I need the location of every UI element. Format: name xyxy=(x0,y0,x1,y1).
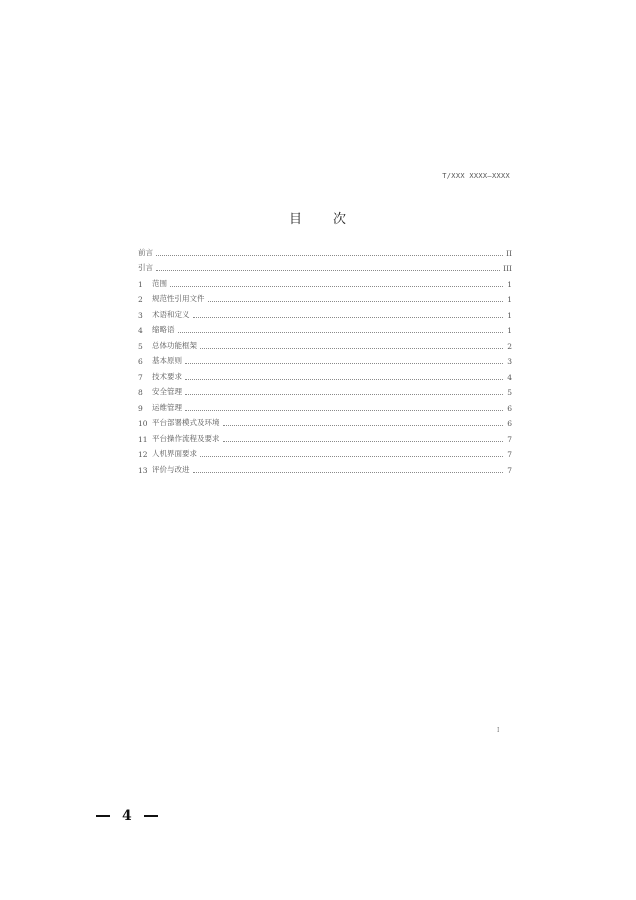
toc-list xyxy=(138,242,512,475)
toc-entry-number: 1 xyxy=(138,279,143,289)
toc-entry-number: 9 xyxy=(138,403,143,413)
toc-entry-page: 7 xyxy=(507,465,512,475)
toc-leader-dots xyxy=(200,347,503,349)
toc-entry-11[interactable] xyxy=(138,428,512,444)
toc-entry-label: 评价与改进 xyxy=(152,464,190,474)
toc-entry-introduction[interactable] xyxy=(138,258,512,274)
toc-entry-page: II xyxy=(506,248,512,258)
toc-leader-dots xyxy=(208,300,504,302)
toc-entry-label: 人机界面要求 xyxy=(152,449,197,458)
toc-entry-label: 术语和定义 xyxy=(152,309,190,319)
toc-entry-label: 基本原则 xyxy=(152,356,182,365)
toc-entry-label: 技术要求 xyxy=(152,371,182,381)
toc-entry-page: 7 xyxy=(507,450,512,459)
toc-entry-number: 5 xyxy=(138,341,143,351)
toc-entry-2[interactable] xyxy=(138,289,512,305)
toc-entry-label: 运维管理 xyxy=(152,402,182,412)
toc-leader-dots xyxy=(156,269,500,271)
toc-entry-page: 1 xyxy=(507,279,512,289)
toc-entry-foreword[interactable] xyxy=(138,242,512,258)
toc-entry-label: 范围 xyxy=(152,278,167,288)
toc-entry-number: 3 xyxy=(138,310,143,320)
toc-leader-dots xyxy=(185,362,503,364)
toc-entry-label: 前言 xyxy=(138,247,153,257)
toc-leader-dots xyxy=(185,393,503,395)
toc-entry-page: 6 xyxy=(507,403,512,413)
toc-entry-12[interactable] xyxy=(138,444,512,460)
toc-leader-dots xyxy=(193,471,504,473)
toc-leader-dots xyxy=(223,424,504,426)
toc-title-right-char: 次 xyxy=(333,212,348,227)
toc-title-left-char: 目 xyxy=(288,212,303,227)
toc-entry-page: 2 xyxy=(507,341,512,351)
toc-entry-4[interactable] xyxy=(138,320,512,336)
toc-entry-label: 平台部署模式及环境 xyxy=(152,418,220,427)
toc-title xyxy=(0,208,636,227)
toc-entry-number: 10 xyxy=(138,419,148,428)
toc-entry-label: 缩略语 xyxy=(152,325,175,334)
toc-entry-9[interactable] xyxy=(138,397,512,413)
toc-entry-number: 8 xyxy=(138,388,143,397)
toc-entry-page: 1 xyxy=(507,295,512,304)
toc-leader-dots xyxy=(170,285,503,287)
toc-entry-label: 安全管理 xyxy=(152,387,182,396)
toc-entry-label: 规范性引用文件 xyxy=(152,294,205,303)
toc-entry-page: 1 xyxy=(507,310,512,320)
toc-leader-dots xyxy=(200,455,503,457)
toc-entry-label: 平台操作流程及要求 xyxy=(152,433,220,443)
toc-entry-13[interactable] xyxy=(138,459,512,475)
toc-entry-1[interactable] xyxy=(138,273,512,289)
toc-entry-page: 7 xyxy=(507,434,512,444)
roman-page-number: I xyxy=(497,727,500,734)
toc-entry-page: 3 xyxy=(507,357,512,366)
toc-leader-dots xyxy=(178,331,504,333)
toc-entry-page: 6 xyxy=(507,419,512,428)
toc-entry-6[interactable] xyxy=(138,351,512,367)
toc-entry-label: 引言 xyxy=(138,263,153,272)
right-dash xyxy=(144,815,158,817)
toc-entry-10[interactable] xyxy=(138,413,512,429)
toc-entry-number: 6 xyxy=(138,357,143,366)
toc-entry-3[interactable] xyxy=(138,304,512,320)
toc-leader-dots xyxy=(185,409,503,411)
toc-entry-8[interactable] xyxy=(138,382,512,398)
toc-entry-number: 7 xyxy=(138,372,143,382)
toc-entry-page: 5 xyxy=(507,388,512,397)
page-number-digit: 4 xyxy=(122,808,132,824)
left-dash xyxy=(96,815,110,817)
toc-entry-number: 13 xyxy=(138,465,148,475)
toc-entry-page: 1 xyxy=(507,326,512,335)
toc-entry-number: 4 xyxy=(138,326,143,335)
toc-leader-dots xyxy=(223,440,504,442)
toc-entry-number: 2 xyxy=(138,295,143,304)
toc-entry-7[interactable] xyxy=(138,366,512,382)
page-number xyxy=(96,808,158,824)
toc-entry-label: 总体功能框架 xyxy=(152,340,197,350)
toc-leader-dots xyxy=(193,316,504,318)
document-identifier: T/XXX XXXX—XXXX xyxy=(442,172,510,180)
toc-entry-number: 11 xyxy=(138,434,148,444)
toc-leader-dots xyxy=(185,378,503,380)
toc-leader-dots xyxy=(156,254,503,256)
toc-entry-page: 4 xyxy=(507,372,512,382)
toc-entry-number: 12 xyxy=(138,450,148,459)
toc-entry-5[interactable] xyxy=(138,335,512,351)
toc-entry-page: III xyxy=(503,264,512,273)
